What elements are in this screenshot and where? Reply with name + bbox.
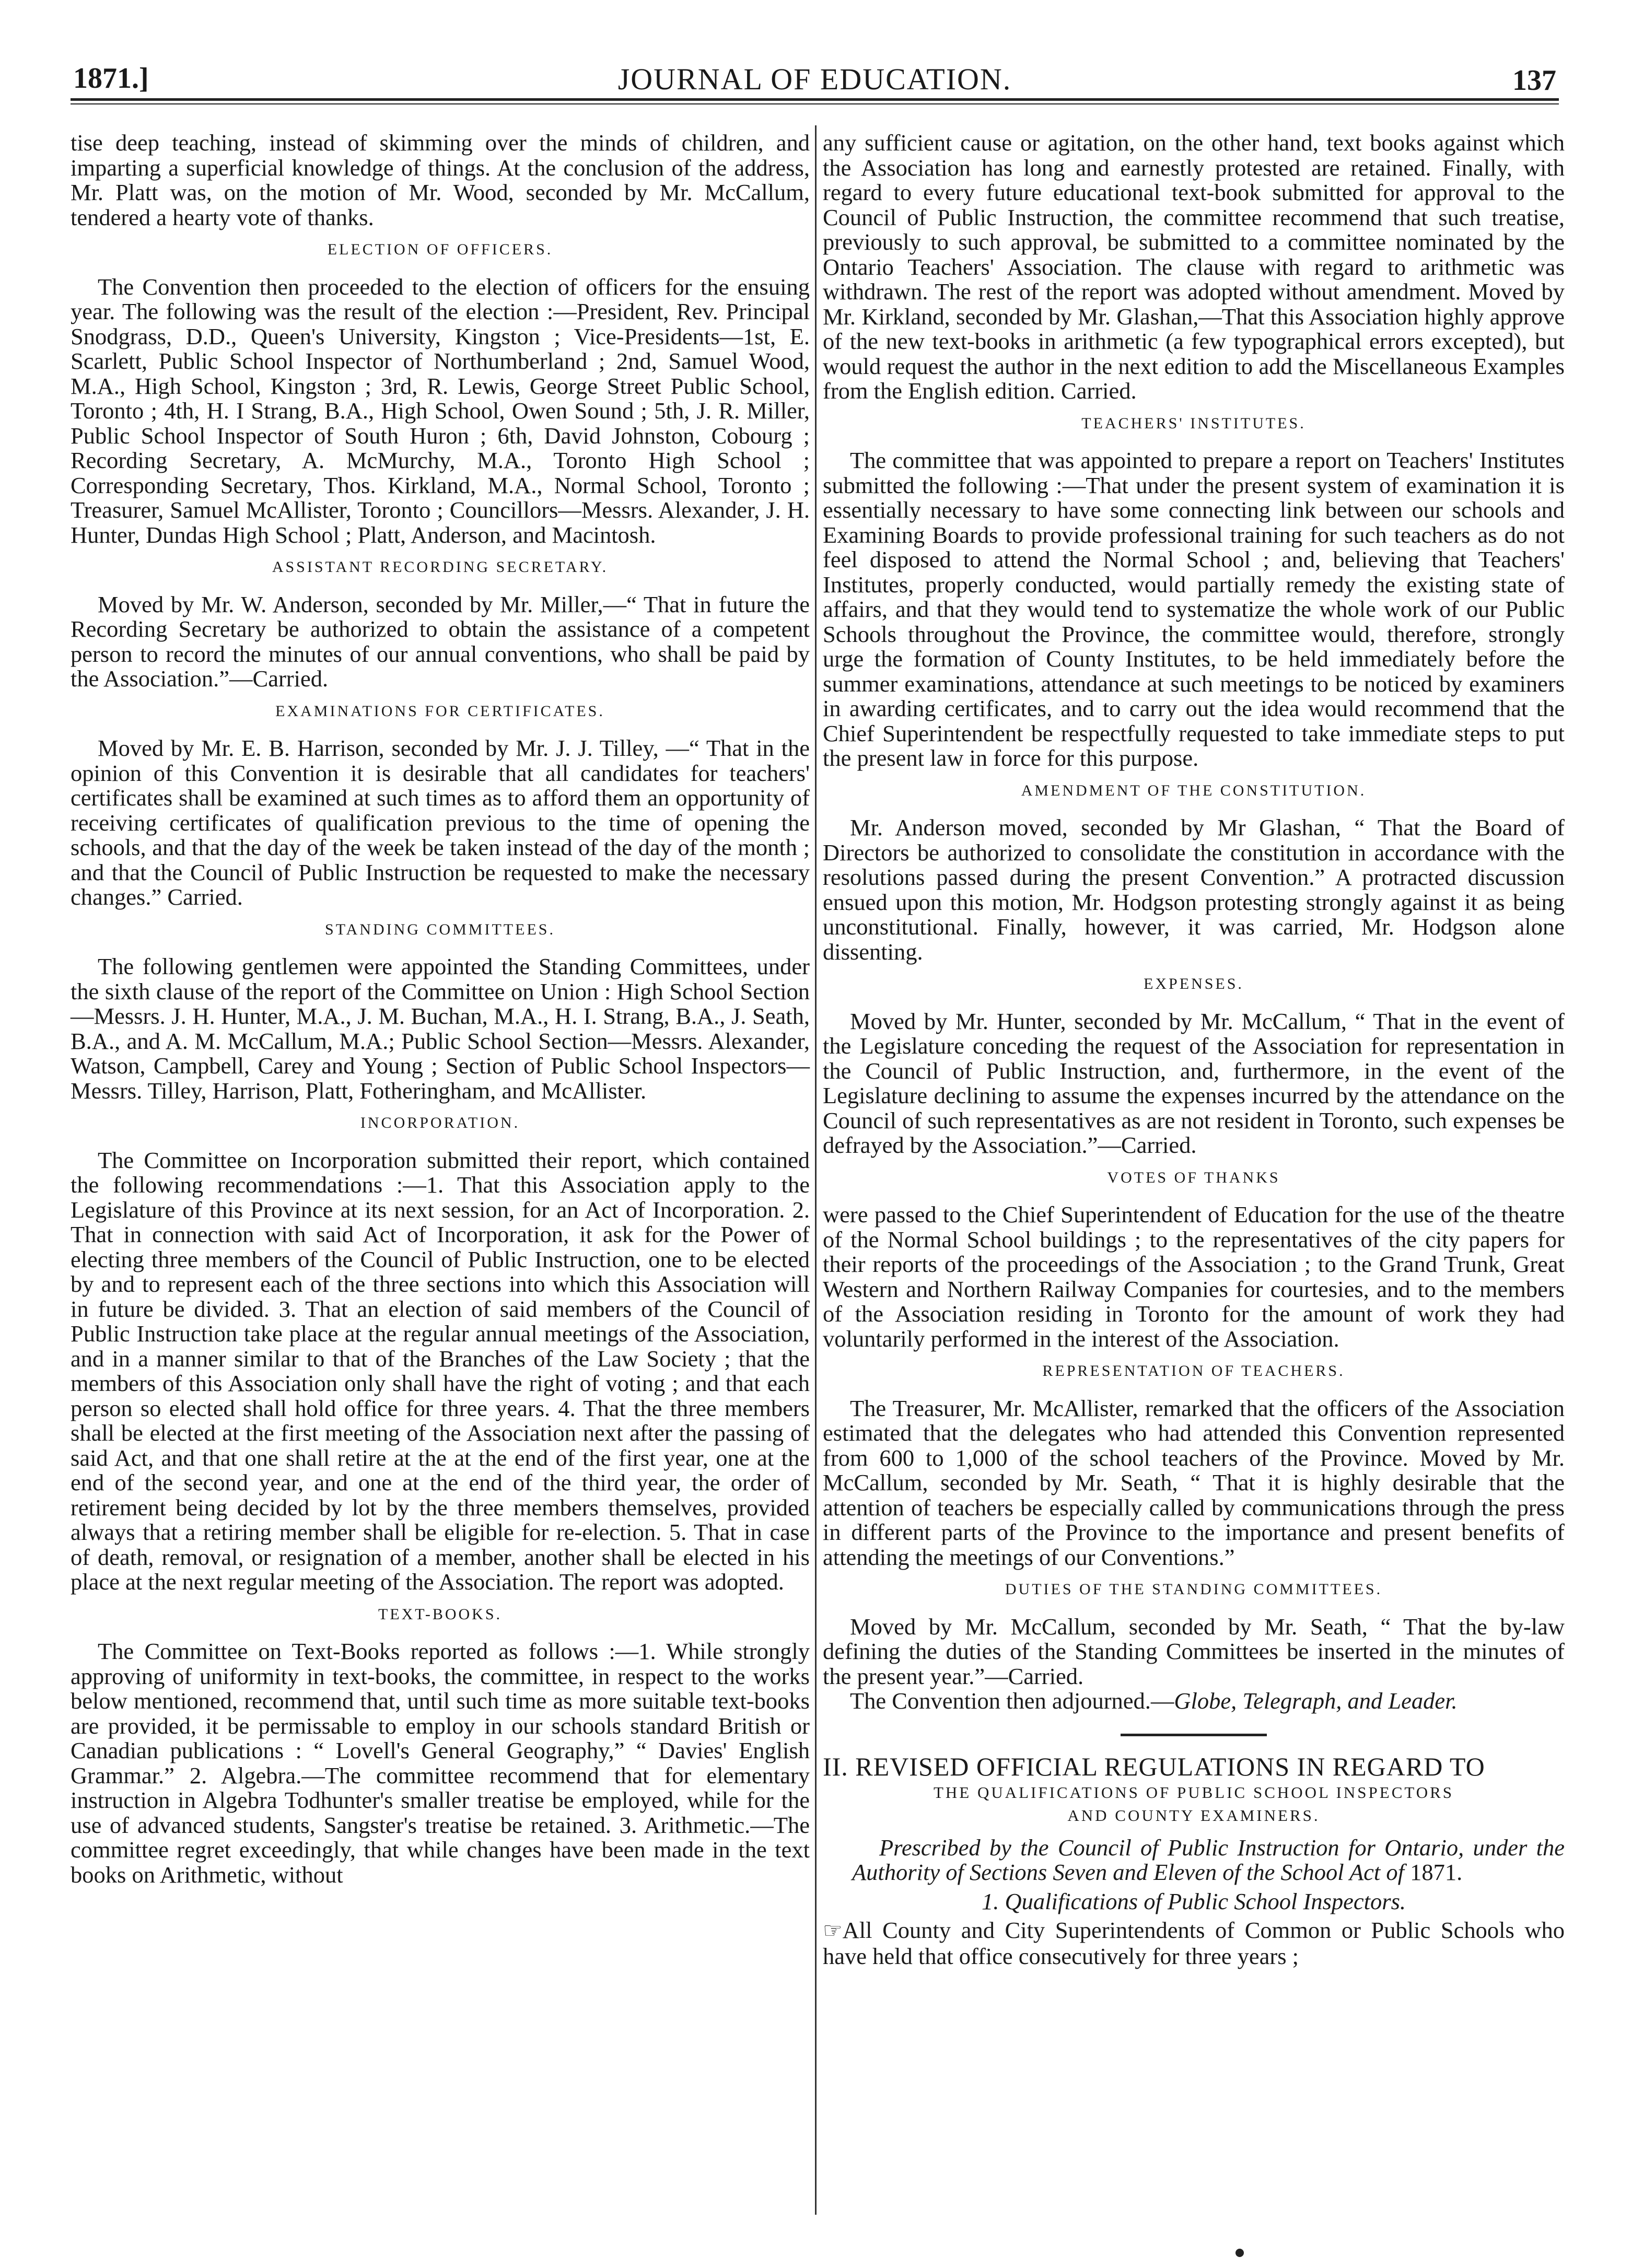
final-paragraph bbox=[823, 1918, 1565, 1969]
section-heading-representation: REPRESENTATION OF TEACHERS. bbox=[1042, 1362, 1345, 1379]
votes-paragraph: were passed to the Chief Superintendent of Education for the use of the theatre of the Normal School buildings ; to the representatives of the city papers for their reports of the proceedings of the Association ; to the Grand Trunk, Great Western and Northern Railway Companies for courtesies, and to the members of the Association residing in Toronto for the amount of work they had voluntarily performed in the interest of the Association. bbox=[823, 1201, 1565, 1352]
qualifications-heading: 1. Qualifications of Public School Inspectors. bbox=[981, 1888, 1406, 1914]
textbooks-paragraph: The Committee on Text-Books reported as follows :—1. While strongly approving of uniformity in text-books, the committee, in respect to the works below mentioned, recommend that, until such time as more suitable text-books are provided, it be permissable to employ in our schools standard British or Canadian publications : “ Lovell's General Geography,” “ Davies' English Grammar.” 2. Algebra.—The committee recommend that for elementary instruction in Algebra Todhunter's smaller treatise be employed, while for the use of advanced students, Sangster's treatise be retained. 3. Arithmetic.—The committee regret exceedingly, that while changes have been made in the text books on Arithmetic, without bbox=[71, 1638, 810, 1888]
adjourned-paragraph bbox=[823, 1689, 1565, 1714]
representation-paragraph: The Treasurer, Mr. McAllister, remarked that the officers of the Association estimated that the delegates who had attended this Convention represented from 600 to 1,000 of the school teachers of the Province. Moved by Mr. McCallum, seconded by Mr. Seath, “ That it is highly desirable that the attention of teachers be especially called by communications through the press in different parts of the Province to the importance and present benefits of attending the meetings of our Conventions.” bbox=[823, 1395, 1565, 1570]
adjourned-sources: Globe, Telegraph, and Leader. bbox=[1174, 1688, 1458, 1714]
section-heading-assistant: ASSISTANT RECORDING SECRETARY. bbox=[272, 558, 609, 576]
section-title: II. REVISED OFFICIAL REGULATIONS IN REGARD TO bbox=[823, 1751, 1485, 1781]
page-number: 137 bbox=[1512, 64, 1556, 97]
section-heading-election: ELECTION OF OFFICERS. bbox=[327, 241, 553, 258]
left-column bbox=[71, 131, 810, 1887]
header-rule bbox=[71, 98, 1559, 101]
printer-dot bbox=[1235, 2249, 1244, 2257]
election-paragraph: The Convention then proceeded to the election of officers for the ensuing year. The following was the result of the election :—President, Rev. Principal Snodgrass, D.D., Queen's University, Kingston ; Vice-Presidents—1st, E. Scarlett, Public School Inspector of Northumberland ; 2nd, Samuel Wood, M.A., High School, Kingston ; 3rd, R. Lewis, George Street Public School, Toronto ; 4th, H. I Strang, B.A., High School, Owen Sound ; 5th, J. R. Miller, Public School Inspector of South Huron ; 6th, David Johnston, Cobourg ; Recording Secretary, A. McMurchy, M.A., Toronto High School ; Corresponding Secretary, Thos. Kirkland, M.A., Normal School, Toronto ; Treasurer, Samuel McAllister, Toronto ; Councillors—Messrs. Alexander, J. H. Hunter, Dundas High School ; Platt, Anderson, and Macintosh. bbox=[71, 273, 810, 548]
exams-paragraph: Moved by Mr. E. B. Harrison, seconded by Mr. J. J. Tilley, —“ That in the opinion of this Convention it is desirable that all candidates for teachers' certificates shall be examined at such times as to afford them an opportunity of receiving certificates of qualification previous to the time of opening the schools, and that the day of the week be taken instead of the day of the month ; and that the Council of Public Instruction be requested to make the necessary changes.” Carried. bbox=[71, 735, 810, 910]
duties-paragraph: Moved by Mr. McCallum, seconded by Mr. Seath, “ That the by-law defining the duties of the Standing Committees be inserted in the minutes of the present year.”—Carried. bbox=[823, 1613, 1565, 1689]
standing-paragraph: The following gentlemen were appointed the Standing Committees, under the sixth clause of the report of the Committee on Union : High School Section—Messrs. J. H. Hunter, M.A., J. M. Buchan, M.A., H. I. Strang, B.A., J. Seath, B.A., and A. M. McCallum, M.A.; Public School Section—Messrs. Alexander, Watson, Campbell, Carey and Young ; Section of Public School Inspectors—Messrs. Tilley, Harrison, Platt, Fotheringham, and McAllister. bbox=[71, 953, 810, 1104]
pointing-hand-icon: ☞ bbox=[823, 1919, 843, 1943]
continued-paragraph: any sufficient cause or agitation, on the other hand, text books against which the Association has long and earnestly protested are retained. Finally, with regard to every future educational text-book submitted for approval to the Council of Public Instruction, the committee recommend that such treatise, previously to such approval, be submitted to a committee nominated by the Ontario Teachers' Association. The clause with regard to arithmetic was withdrawn. The rest of the report was adopted without amendment. Moved by Mr. Kirkland, seconded by Mr. Glashan,—That this Association highly approve of the new text-books in arithmetic (a few typographical errors excepted), but would request the author in the next edition to add the Miscellaneous Examples from the English edition. Carried. bbox=[823, 130, 1565, 404]
expenses-paragraph: Moved by Mr. Hunter, seconded by Mr. McCallum, “ That in the event of the Legislature conceding the request of the Association for representation in the Council of Public Instruction, and, furthermore, in the event of the Legislature declining to assume the expenses incurred by the attendance on the Council of such representatives as are not resident in Toronto, such expenses be defrayed by the Association.”—Carried. bbox=[823, 1008, 1565, 1158]
section-heading-textbooks: TEXT-BOOKS. bbox=[378, 1605, 503, 1623]
prescribed-year: 1871. bbox=[1410, 1859, 1463, 1885]
section-heading-standing: STANDING COMMITTEES. bbox=[325, 920, 555, 938]
header-year: 1871.] bbox=[73, 62, 149, 95]
section-heading-exams: EXAMINATIONS FOR CERTIFICATES. bbox=[275, 702, 605, 720]
section-rule bbox=[1121, 1734, 1267, 1736]
column-divider bbox=[815, 125, 817, 2215]
running-header bbox=[73, 62, 1556, 103]
header-rule-thin bbox=[71, 103, 1559, 104]
section-heading-duties: DUTIES OF THE STANDING COMMITTEES. bbox=[1005, 1581, 1383, 1598]
section-heading-votes: VOTES OF THANKS bbox=[1107, 1168, 1280, 1186]
section-subtitle-1: THE QUALIFICATIONS OF PUBLIC SCHOOL INSPECTORS bbox=[933, 1783, 1454, 1802]
intro-paragraph: tise deep teaching, instead of skimming over the minds of children, and imparting a superficial knowledge of things. At the conclusion of the address, Mr. Platt was, on the motion of Mr. Wood, seconded by Mr. McCallum, tendered a hearty vote of thanks. bbox=[71, 130, 810, 230]
incorporation-paragraph: The Committee on Incorporation submitted their report, which contained the following recommendations :—1. That this Association apply to the Legislature of this Province at its next session, for an Act of Incorporation. 2. That in connection with said Act of Incorporation, it ask for the Power of electing three members of the Council of Public Instruction, one to be elected by and to represent each of the three sections into which this Association will in future be divided. 3. That an election of said members of the Council of Public Instruction take place at the regular annual meetings of the Association, and in a manner similar to that of the Branches of the Law Society ; that the members of this Association only shall have the right of voting ; and that each person so elected shall hold office for three years. 4. That the three members shall be elected at the first meeting of the Association next after the passing of said Act, and that one shall retire at the at the end of the first year, one at the end of the second year, and one at the end of the third year, the order of retirement being decided by lot by the three members themselves, provided always that a retiring member shall be eligible for re-election. 5. That in case of death, removal, or resignation of a member, another shall be elected in his place at the next regular meeting of the Association. The report was adopted. bbox=[71, 1147, 810, 1595]
section-heading-expenses: EXPENSES. bbox=[1144, 975, 1244, 992]
journal-title: JOURNAL OF EDUCATION. bbox=[617, 62, 1012, 96]
final-text: All County and City Superintendents of Common or Public Schools who have held that office consecutively for three years ; bbox=[823, 1917, 1565, 1969]
right-column bbox=[823, 131, 1565, 1969]
amendment-paragraph: Mr. Anderson moved, seconded by Mr Glashan, “ That the Board of Directors be authorized to consolidate the constitution in accordance with the resolutions passed during the present Convention.” A protracted discussion ensued upon this motion, Mr. Hodgson protesting strongly against it as being unconstitutional. Finally, however, it was carried, Mr. Hodgson alone dissenting. bbox=[823, 814, 1565, 965]
adjourned-text: The Convention then adjourned.— bbox=[850, 1688, 1174, 1714]
section-heading-institutes: TEACHERS' INSTITUTES. bbox=[1081, 414, 1306, 432]
prescribed-paragraph bbox=[823, 1836, 1565, 1885]
institutes-paragraph: The committee that was appointed to prepare a report on Teachers' Institutes submitted the following :—That under the present system of examination it is essentially necessary to have some connecting link between our schools and Examining Boards to provide professional training for such teachers as do not feel disposed to attend the Normal School ; and, believing that Teachers' Institutes, properly conducted, would partially remedy the existing state of affairs, and that they would tend to systematize the whole work of our Public Schools throughout the Province, the committee would, therefore, strongly urge the formation of County Institutes, to be held immediately before the summer examinations, attendance at such meetings to be noticed by examiners in awarding certificates, and to carry out the idea would recommend that the Chief Superintendent be respectfully requested to take immediate steps to put the present law in force for this purpose. bbox=[823, 447, 1565, 771]
section-subtitle-2: AND COUNTY EXAMINERS. bbox=[1067, 1806, 1320, 1825]
section-heading-incorporation: INCORPORATION. bbox=[360, 1114, 520, 1131]
prescribed-text: Prescribed by the Council of Public Instruction for Ontario, under the Authority of Sections Seven and Eleven of the School Act of bbox=[852, 1834, 1565, 1885]
assistant-paragraph: Moved by Mr. W. Anderson, seconded by Mr. Miller,—“ That in future the Recording Secretary be authorized to obtain the assistance of a competent person to record the minutes of our annual conventions, who shall be paid by the Association.”—Carried. bbox=[71, 591, 810, 692]
section-heading-amendment: AMENDMENT OF THE CONSTITUTION. bbox=[1021, 781, 1367, 799]
